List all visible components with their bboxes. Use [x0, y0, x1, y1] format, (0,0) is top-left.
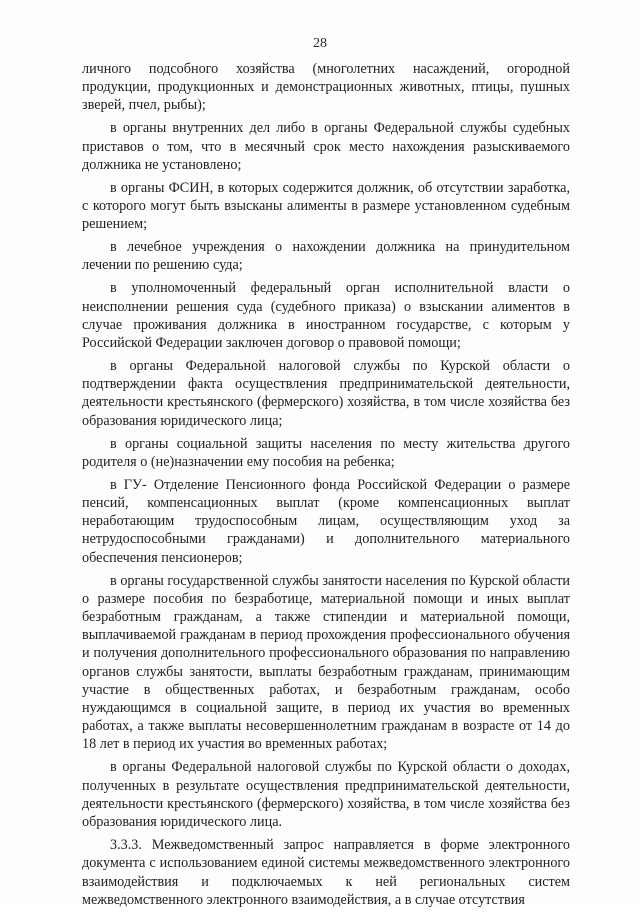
paragraph: в органы ФСИН, в которых содержится должник, об отсутствии заработка, с которого могут быть взысканы алименты в размере установленном судебным решением; [82, 179, 570, 233]
paragraph: в лечебное учреждения о нахождении должника на принудительном лечении по решению суда; [82, 239, 570, 274]
paragraph: в органы внутренних дел либо в органы Федеральной службы судебных приставов о том, что в месячный срок место нахождения разыскиваемого должника не установлено; [82, 120, 570, 173]
paragraph: личного подсобного хозяйства (многолетних насаждений, огородной продукции, продукционных и демонстрационных животных, птицы, пушных зверей, пчел, рыбы); [82, 61, 570, 114]
paragraph: в органы Федеральной налоговой службы по Курской области о подтверждении факта осуществления предпринимательской деятельности, деятельности крестьянского (фермерского) хозяйства, в том числе хозяйства без образования юридического лица; [82, 358, 570, 429]
paragraph: 3.3.3. Межведомственный запрос направляется в форме электронного документа с использованием единой системы межведомственного электронного взаимодействия и подключаемых к ней региональных систем межведомственного электронного взаимодействия, а в случае отсутствия [82, 837, 570, 908]
document-body [82, 60, 570, 914]
paragraph: в органы социальной защиты населения по месту жительства другого родителя о (не)назначении ему пособия на ребенка; [82, 435, 570, 470]
paragraph: в органы государственной службы занятости населения по Курской области о размере пособия по безработице, материальной помощи и иных выплат безработным гражданам, а также стипендии и материальной помощи, выплачиваемой гражданам в период прохождения профессионального обучения и получения дополнительного профессионального образования по направлению органов службы занятости, выплаты безработным гражданам, принимающим участие в общественных работах, и безработным гражданам, особо нуждающимся в социальной защите, в период их участия во временных работах, а также выплаты несовершеннолетним гражданам в возрасте от 14 до 18 лет в период их участия во временных работах; [82, 572, 570, 753]
paragraph: в ГУ- Отделение Пенсионного фонда Российской Федерации о размере пенсий, компенсационных выплат (кроме компенсационных выплат неработающим трудоспособным лицам, осуществляющим уход за нетрудоспособными гражданами) и дополнительного материального обеспечения пенсионеров; [82, 476, 570, 566]
page-number: 28 [313, 36, 327, 51]
paragraph: в органы Федеральной налоговой службы по Курской области о доходах, полученных в результате осуществления предпринимательской деятельности, деятельности крестьянского (фермерского) хозяйства, в том числе хозяйства без образования юридического лица. [82, 759, 570, 831]
paragraph: в уполномоченный федеральный орган исполнительной власти о неисполнении решения суда (судебного приказа) о взыскании алиментов в случае проживания должника в иностранном государстве, с которым у Российской Федерации заключен договор о правовой помощи; [82, 280, 570, 352]
